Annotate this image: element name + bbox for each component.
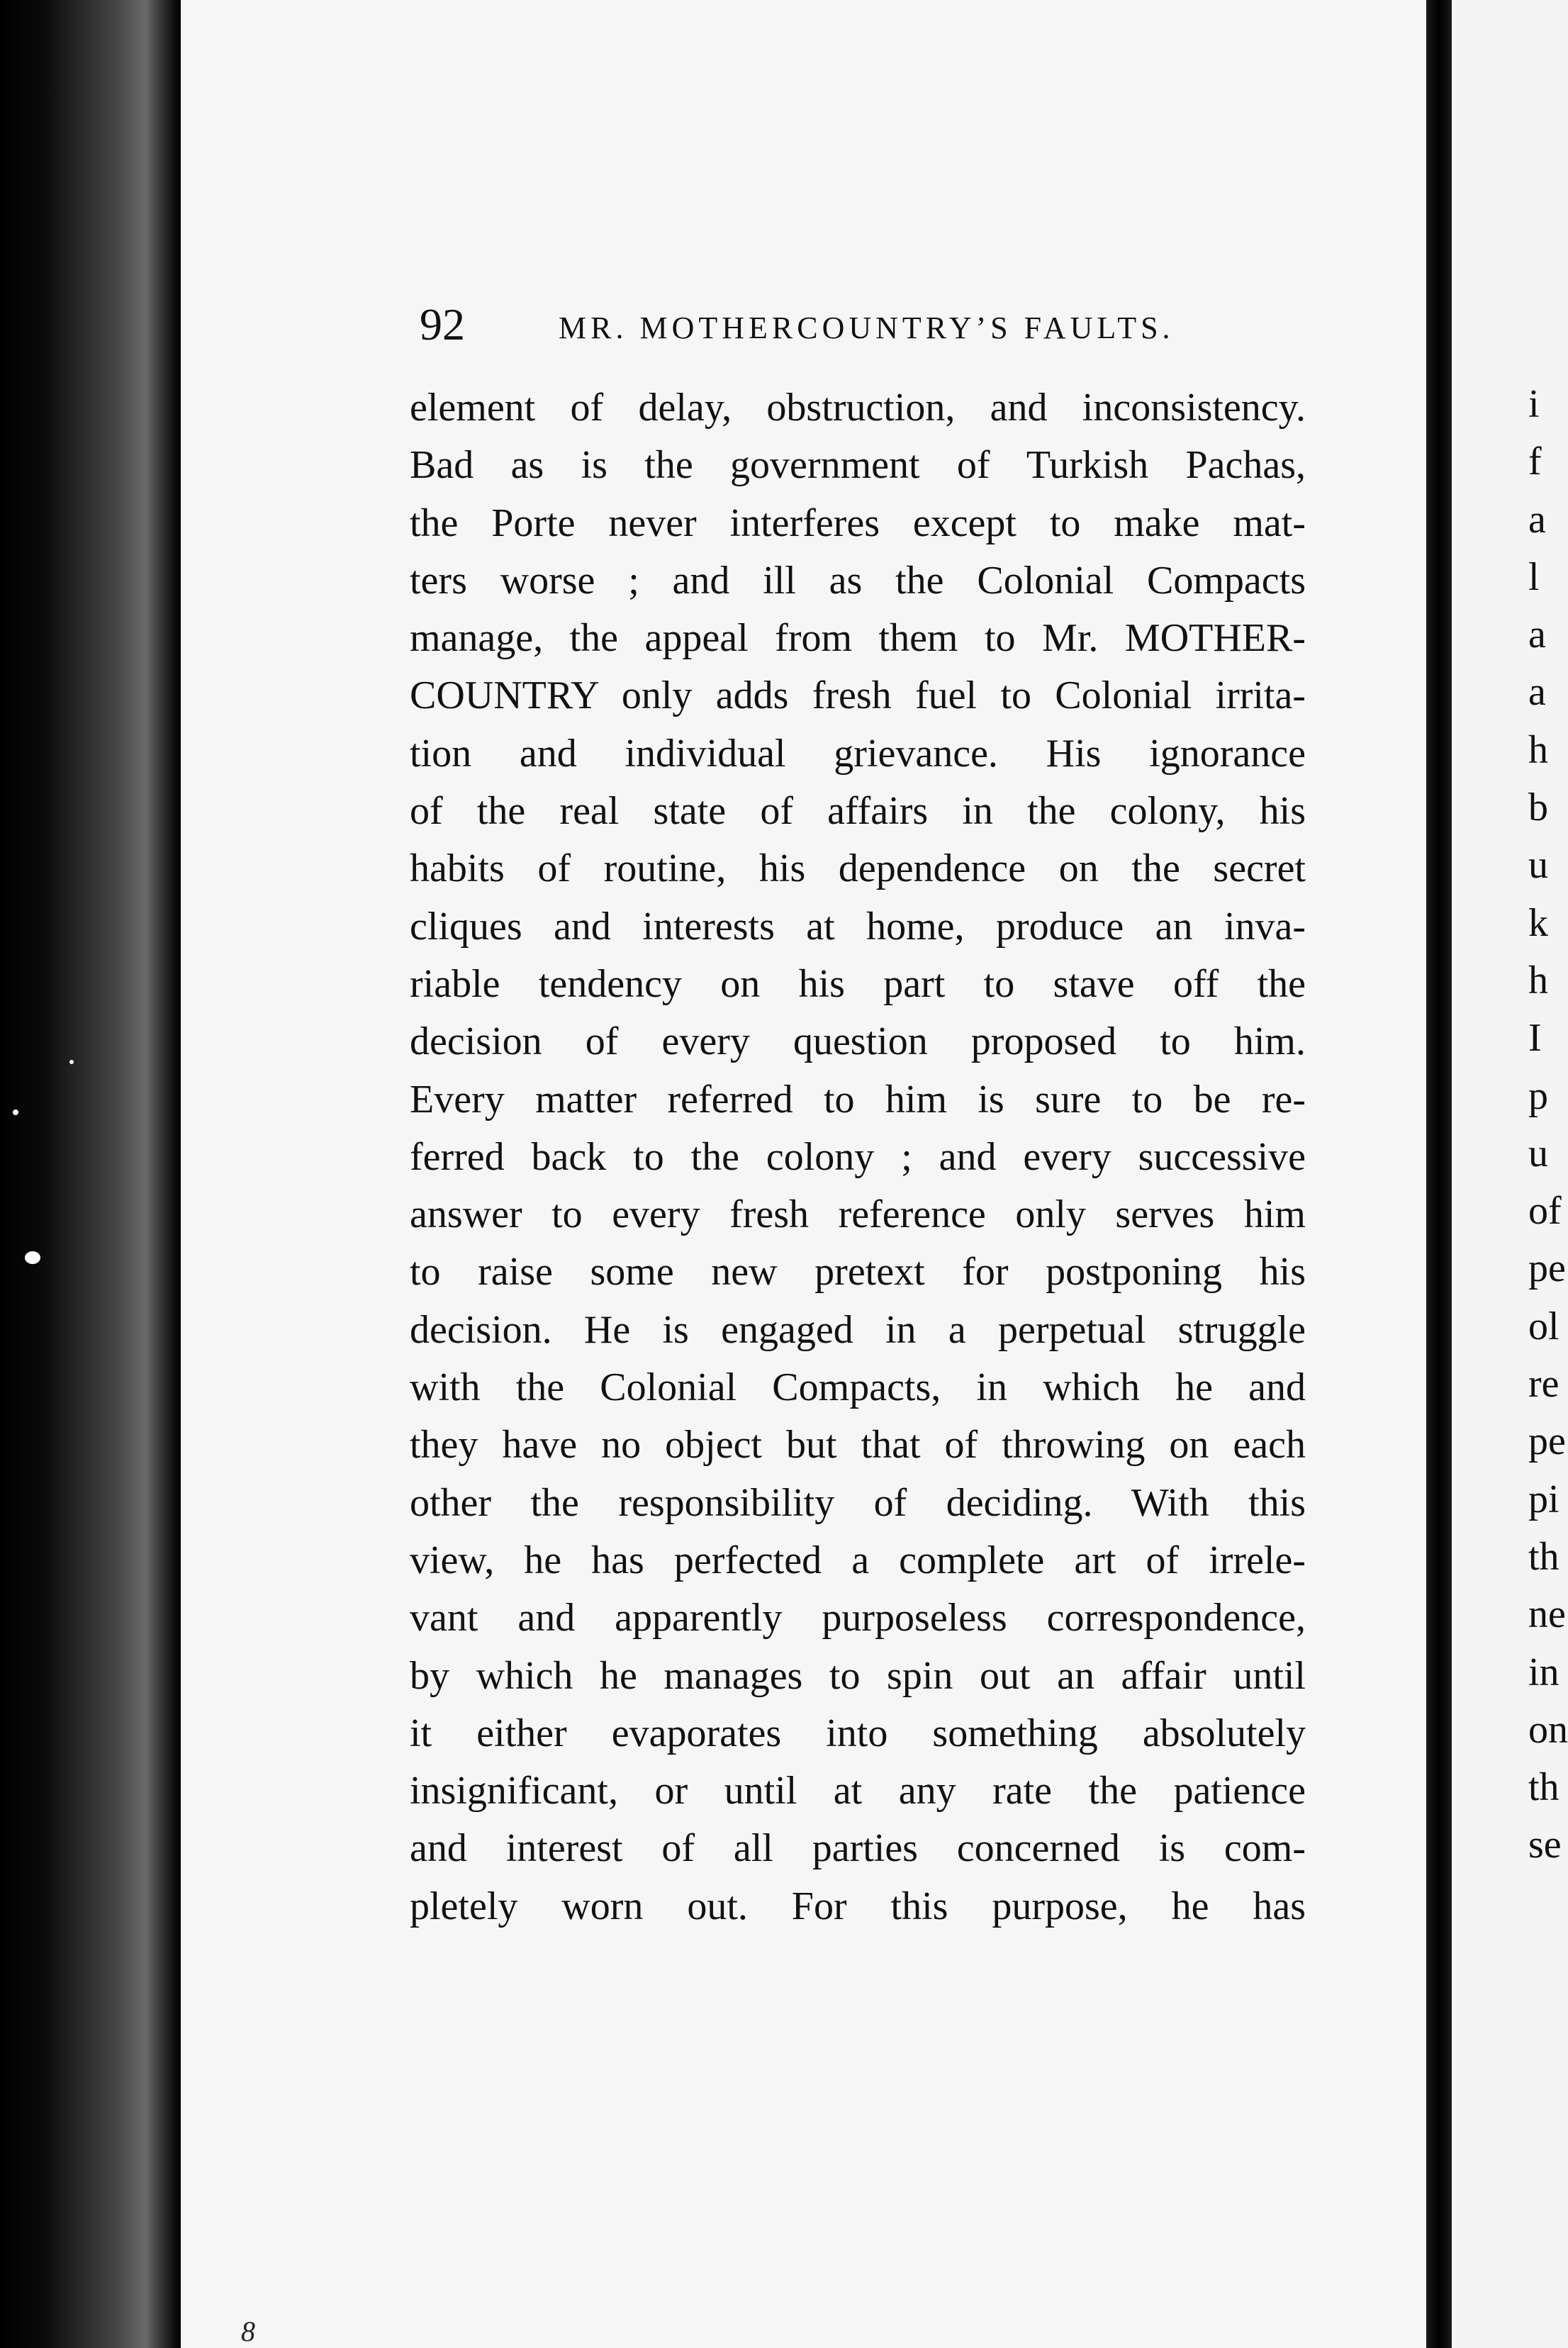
- text-line: and interest of all parties concerned is com-: [410, 1826, 1306, 1871]
- facing-page-fragment: a: [1528, 613, 1546, 657]
- facing-page-fragment: u: [1528, 843, 1548, 888]
- facing-page-fragment: in: [1528, 1650, 1559, 1694]
- text-line: ferred back to the colony ; and every successive: [410, 1134, 1306, 1179]
- facing-page-fragment: f: [1528, 440, 1542, 484]
- text-line: decision. He is engaged in a perpetual struggle: [410, 1307, 1306, 1352]
- facing-page-fragment: h: [1528, 727, 1548, 772]
- running-title: MR. MOTHERCOUNTRY’S FAULTS.: [559, 311, 1175, 345]
- text-line: other the responsibility of deciding. With this: [410, 1480, 1306, 1525]
- text-line: vant and apparently purposeless correspondence,: [410, 1596, 1306, 1640]
- text-line: Every matter referred to him is sure to be re-: [410, 1077, 1306, 1122]
- facing-page-fragment: pi: [1528, 1477, 1559, 1521]
- text-line: they have no object but that of throwing on each: [410, 1423, 1306, 1468]
- text-line: with the Colonial Compacts, in which he and: [410, 1365, 1306, 1410]
- running-head: [420, 296, 1192, 353]
- facing-page-fragment: se: [1528, 1823, 1562, 1867]
- facing-page-fragment: of: [1528, 1189, 1562, 1234]
- book-spine-edge: [0, 0, 181, 2348]
- facing-page-fragment: pe: [1528, 1419, 1566, 1464]
- facing-page-fragment: ol: [1528, 1304, 1559, 1348]
- text-line: tion and individual grievance. His ignorance: [410, 731, 1306, 776]
- dust-speck: [25, 1251, 40, 1264]
- facing-page-fragment: th: [1528, 1765, 1559, 1810]
- page-number: 92: [420, 299, 465, 350]
- facing-page-fragment: ne: [1528, 1592, 1566, 1637]
- text-line: answer to every fresh reference only serves him: [410, 1192, 1306, 1237]
- facing-page-fragment: pe: [1528, 1246, 1566, 1291]
- facing-page-fragment: re: [1528, 1362, 1559, 1407]
- facing-page-fragment: h: [1528, 958, 1548, 1002]
- facing-page-fragment: u: [1528, 1131, 1548, 1175]
- text-line: Bad as is the government of Turkish Pachas,: [410, 443, 1306, 488]
- facing-page-fragment: a: [1528, 670, 1546, 715]
- text-line: of the real state of affairs in the colony, his: [410, 789, 1306, 834]
- facing-page-fragment: I: [1528, 1016, 1542, 1061]
- facing-page-fragment: k: [1528, 900, 1548, 945]
- text-line: to raise some new pretext for postponing his: [410, 1250, 1306, 1295]
- text-line: ters worse ; and ill as the Colonial Compacts: [410, 558, 1306, 603]
- facing-page-fragment: a: [1528, 497, 1546, 542]
- facing-page-fragment: b: [1528, 786, 1548, 830]
- text-line: element of delay, obstruction, and inconsistency.: [410, 386, 1306, 430]
- dust-speck: [69, 1060, 74, 1064]
- text-line: habits of routine, his dependence on the secret: [410, 846, 1306, 891]
- dust-speck: [13, 1109, 18, 1115]
- text-line: pletely worn out. For this purpose, he has: [410, 1884, 1306, 1928]
- text-line: it either evaporates into something absolutely: [410, 1711, 1306, 1755]
- text-line: by which he manages to spin out an affair until: [410, 1653, 1306, 1698]
- text-line: riable tendency on his part to stave off the: [410, 961, 1306, 1006]
- page-gutter: [1426, 0, 1452, 2348]
- text-line: manage, the appeal from them to Mr. MOTHER-: [410, 616, 1306, 661]
- text-line: decision of every question proposed to him.: [410, 1019, 1306, 1064]
- margin-mark: 8: [241, 2315, 255, 2347]
- facing-page-fragment: on: [1528, 1707, 1568, 1752]
- facing-page-fragment: p: [1528, 1073, 1548, 1118]
- body-text: [410, 379, 1306, 1935]
- text-line: insignificant, or until at any rate the patience: [410, 1769, 1306, 1813]
- facing-page-fragment: i: [1528, 382, 1540, 426]
- facing-page-text-fragments: [1528, 376, 1568, 1874]
- text-line: the Porte never interferes except to make mat-: [410, 501, 1306, 545]
- facing-page-fragment: th: [1528, 1534, 1559, 1579]
- facing-page-fragment: l: [1528, 554, 1540, 599]
- text-line: COUNTRY only adds fresh fuel to Colonial irrita-: [410, 673, 1306, 718]
- text-line: cliques and interests at home, produce an inva-: [410, 904, 1306, 949]
- text-line: view, he has perfected a complete art of irrele-: [410, 1538, 1306, 1582]
